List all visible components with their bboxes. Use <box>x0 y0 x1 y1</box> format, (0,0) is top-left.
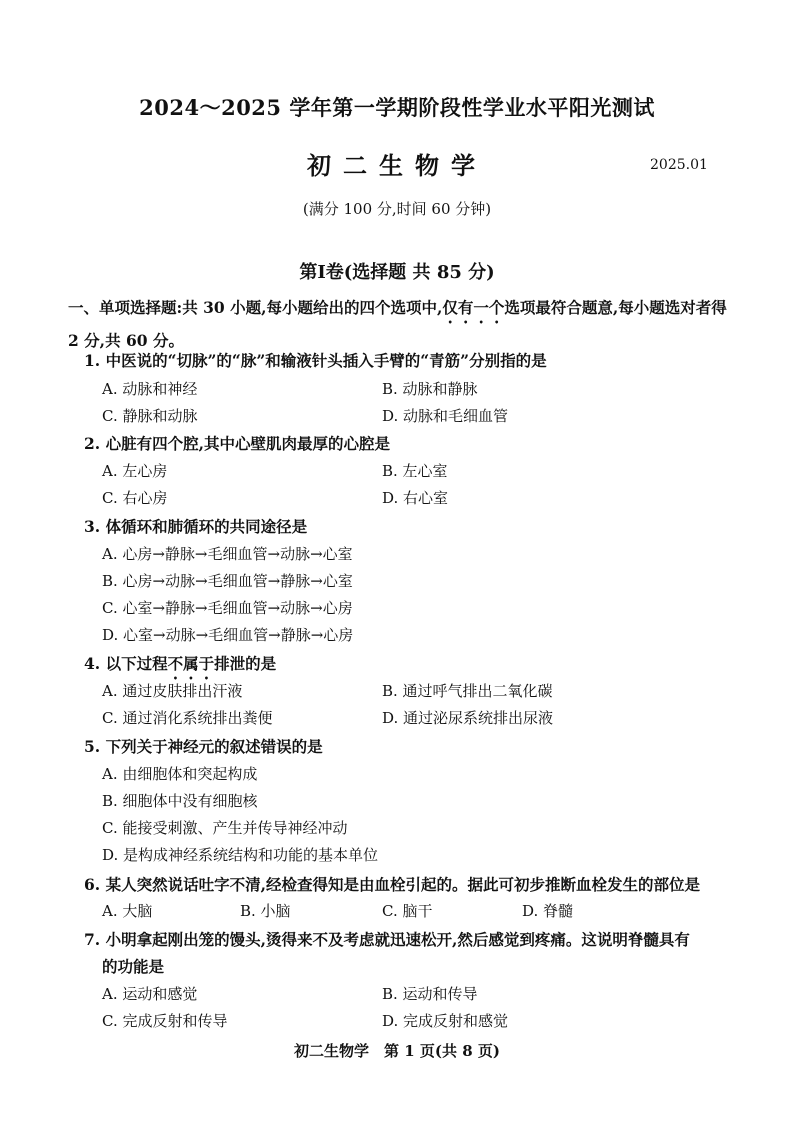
option-b: B. 运动和传导 <box>382 985 478 1003</box>
option-b: B. 动脉和静脉 <box>382 380 478 398</box>
option-d: D. 是构成神经系统结构和功能的基本单位 <box>102 846 379 864</box>
option-a: A. 由细胞体和突起构成 <box>102 765 258 783</box>
subject-title: 初二生物学 <box>307 151 487 180</box>
page-footer: 初二生物学 第 1 页(共 8 页) <box>294 1042 500 1060</box>
question-stem-continued: 的功能是 <box>102 957 165 976</box>
option-b: B. 小脑 <box>240 902 291 920</box>
instruction-emphasis: 仅有一个 <box>442 298 505 317</box>
option-d: D. 右心室 <box>382 489 449 507</box>
option-b: B. 心房→动脉→毛细血管→静脉→心室 <box>102 572 353 590</box>
option-c: C. 静脉和动脉 <box>102 407 198 425</box>
option-d: D. 心室→动脉→毛细血管→静脉→心房 <box>102 626 354 644</box>
question-stem: 1. 中医说的“切脉”的“脉”和输液针头插入手臂的“青筋”分别指的是 <box>84 351 547 370</box>
option-d: D. 完成反射和感觉 <box>382 1012 509 1030</box>
option-d: D. 通过泌尿系统排出尿液 <box>382 709 554 727</box>
exam-title: 2024～2025 学年第一学期阶段性学业水平阳光测试 <box>139 95 655 120</box>
option-a: A. 动脉和神经 <box>102 380 198 398</box>
option-c: C. 能接受刺激、产生并传导神经冲动 <box>102 819 348 837</box>
question-stem: 2. 心脏有四个腔,其中心壁肌肉最厚的心腔是 <box>84 434 390 453</box>
exam-date: 2025.01 <box>650 157 708 173</box>
option-a: A. 通过皮肤排出汗液 <box>102 682 243 700</box>
option-b: B. 通过呼气排出二氧化碳 <box>382 682 553 700</box>
question-stem: 7. 小明拿起刚出笼的馒头,烫得来不及考虑就迅速松开,然后感觉到疼痛。这说明脊髓具有 <box>84 930 690 949</box>
score-time-note: (满分 100 分,时间 60 分钟) <box>302 200 492 218</box>
question-stem <box>84 652 276 683</box>
option-d: D. 动脉和毛细血管 <box>382 407 509 425</box>
instruction-text: 一、单项选择题:共 30 小题,每小题给出的四个选项中, <box>68 298 443 317</box>
option-a: A. 运动和感觉 <box>102 985 198 1003</box>
question-stem: 6. 某人突然说话吐字不清,经检查得知是由血栓引起的。据此可初步推断血栓发生的部位是 <box>84 875 700 894</box>
question-stem: 5. 下列关于神经元的叙述错误的是 <box>84 737 323 756</box>
option-d: D. 脊髓 <box>522 902 574 920</box>
option-a: A. 心房→静脉→毛细血管→动脉→心室 <box>102 545 353 563</box>
option-c: C. 通过消化系统排出粪便 <box>102 709 273 727</box>
stem-text: 4. 以下过程 <box>84 654 168 673</box>
option-c: C. 心室→静脉→毛细血管→动脉→心房 <box>102 599 353 617</box>
section-instruction <box>68 294 728 354</box>
question-stem: 3. 体循环和肺循环的共同途径是 <box>84 517 308 536</box>
option-c: C. 完成反射和传导 <box>102 1012 228 1030</box>
option-c: C. 右心房 <box>102 489 168 507</box>
option-c: C. 脑干 <box>382 902 433 920</box>
stem-text: 排泄的是 <box>214 654 277 673</box>
option-a: A. 大脑 <box>102 902 153 920</box>
stem-emphasis: 不属于 <box>167 654 215 673</box>
option-b: B. 左心室 <box>382 462 448 480</box>
instruction-text: 选项最符合题意,每小题选对者得 2 分,共 60 分。 <box>68 298 727 350</box>
option-b: B. 细胞体中没有细胞核 <box>102 792 258 810</box>
part-heading: 第Ⅰ卷(选择题 共 85 分) <box>299 262 495 283</box>
option-a: A. 左心房 <box>102 462 168 480</box>
